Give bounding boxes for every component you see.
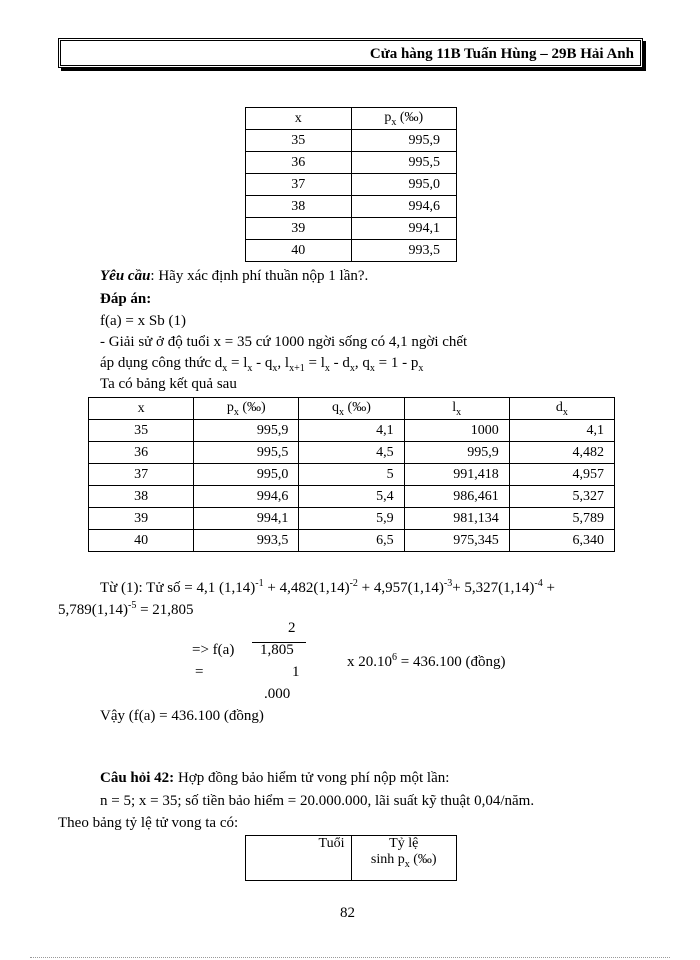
header-cell-px: $p_x$ (‰) xyxy=(351,108,457,130)
cell: 4,482 xyxy=(509,442,614,464)
cell: 5 xyxy=(299,464,404,486)
cell: 35 xyxy=(246,130,352,152)
requirement-label: Yêu cầu xyxy=(100,268,151,284)
assumption-line: - Giải sử ở độ tuổi x = 35 cứ 1000 ngời sống có 4,1 ngời chết xyxy=(100,334,468,350)
table-row xyxy=(89,508,615,530)
cell: 995,9 xyxy=(404,442,509,464)
numerator-line-2: $5,789(1,14)^{-5} = 21,805$ xyxy=(58,600,194,618)
results-table xyxy=(88,397,615,552)
cell: 4,1 xyxy=(299,420,404,442)
answer-label: Đáp án: xyxy=(100,291,152,307)
cell: 995,9 xyxy=(351,130,457,152)
header-cell-x: x xyxy=(89,398,194,420)
header-cell-lx: $l_x$ xyxy=(404,398,509,420)
cell: 35 xyxy=(89,420,194,442)
cell: 995,0 xyxy=(194,464,299,486)
age-label: Tuổi xyxy=(318,836,345,851)
cell: 40 xyxy=(246,240,352,262)
apply-formula-line: áp dụng công thức $d_x = l_x - q_x$, $l_{x+1} = l_x - d_x$, $q_x = 1 - p_x$ xyxy=(100,355,424,374)
cell: 39 xyxy=(89,508,194,530)
cell: 995,0 xyxy=(351,174,457,196)
cell: 40 xyxy=(89,530,194,552)
fraction-label: => f(a) xyxy=(192,642,235,658)
header-cell-px: $p_x$ (‰) xyxy=(194,398,299,420)
cell: 37 xyxy=(246,174,352,196)
cell: 6,340 xyxy=(509,530,614,552)
cell: 4,957 xyxy=(509,464,614,486)
results-intro: Ta có bảng kết quả sau xyxy=(100,376,237,392)
cell: 994,1 xyxy=(351,218,457,240)
requirement-line xyxy=(100,268,368,285)
header-cell-age xyxy=(246,836,352,881)
table-row xyxy=(246,196,457,218)
table-row xyxy=(89,464,615,486)
table-row xyxy=(246,174,457,196)
cell: 4,5 xyxy=(299,442,404,464)
cell: 993,5 xyxy=(351,240,457,262)
cell: 38 xyxy=(89,486,194,508)
mortality-table-header xyxy=(245,835,457,881)
fraction-bottom: .000 xyxy=(264,686,291,702)
question-line xyxy=(100,770,449,787)
survival-table-small xyxy=(245,107,457,262)
table-row xyxy=(246,218,457,240)
cell: 4,1 xyxy=(509,420,614,442)
cell: 993,5 xyxy=(194,530,299,552)
header-cell-dx: $d_x$ xyxy=(509,398,614,420)
cell: 995,9 xyxy=(194,420,299,442)
cell: 5,789 xyxy=(509,508,614,530)
fraction-numerator: 2 xyxy=(288,620,296,636)
fraction-equals: = xyxy=(195,664,204,680)
table-row xyxy=(246,130,457,152)
cell: 5,327 xyxy=(509,486,614,508)
table-header-row xyxy=(246,836,457,881)
cell: 1000 xyxy=(404,420,509,442)
cell: 975,345 xyxy=(404,530,509,552)
conclusion: Vậy (f(a) = 436.100 (đồng) xyxy=(100,708,264,724)
cell: 981,134 xyxy=(404,508,509,530)
table-intro: Theo bảng tỷ lệ tử vong ta có: xyxy=(58,815,239,831)
header-cell-qx: $q_x$ (‰) xyxy=(299,398,404,420)
header-title: Cửa hàng 11B Tuấn Hùng – 29B Hải Anh xyxy=(369,46,634,62)
table-header-row xyxy=(246,108,457,130)
page-number: 82 xyxy=(340,905,355,921)
numerator-line-1: Từ (1): Tử số = 4,1 $(1,14)^{-1} + 4,482(1,14)^{-2} + 4,957(1,14)^{-3}+ 5,327(1,14)^{-4}$ + xyxy=(100,578,555,596)
requirement-text: : Hãy xác định phí thuần nộp 1 lần?. xyxy=(150,268,369,284)
table-row xyxy=(89,420,615,442)
cell: 6,5 xyxy=(299,530,404,552)
table-row xyxy=(89,530,615,552)
table-row xyxy=(246,240,457,262)
question-text: Hợp đồng bảo hiểm tử vong phí nộp một lần: xyxy=(174,770,450,786)
cell: 37 xyxy=(89,464,194,486)
cell: 995,5 xyxy=(351,152,457,174)
cell: 5,9 xyxy=(299,508,404,530)
fraction-times: x $20.10^6 = 436.100$ (đồng) xyxy=(347,652,506,670)
table-header-row xyxy=(89,398,615,420)
cell: 36 xyxy=(89,442,194,464)
rate-sublabel: $\sinh p_x$ (‰) xyxy=(370,852,437,870)
fraction-middle: 1,805 xyxy=(260,642,294,658)
cell: 994,6 xyxy=(194,486,299,508)
question-params: n = 5; x = 35; số tiền bảo hiểm = 20.000.000, lãi suất kỹ thuật 0,04/năm. xyxy=(100,793,535,809)
cell: 36 xyxy=(246,152,352,174)
cell: 38 xyxy=(246,196,352,218)
footer-divider xyxy=(30,957,670,958)
question-label: Câu hỏi 42: xyxy=(100,770,175,786)
page-header xyxy=(58,38,643,68)
cell: 994,6 xyxy=(351,196,457,218)
header-cell-rate xyxy=(351,836,457,881)
cell: 986,461 xyxy=(404,486,509,508)
table-row xyxy=(246,152,457,174)
header-cell-x: x xyxy=(246,108,352,130)
formula-line: f(a) = x Sb (1) xyxy=(100,313,186,329)
cell: 991,418 xyxy=(404,464,509,486)
cell: 39 xyxy=(246,218,352,240)
cell: 5,4 xyxy=(299,486,404,508)
cell: 994,1 xyxy=(194,508,299,530)
cell: 995,5 xyxy=(194,442,299,464)
table-row xyxy=(89,442,615,464)
table-row xyxy=(89,486,615,508)
rate-label: Tỷ lệ xyxy=(389,836,419,851)
fraction-one: 1 xyxy=(292,664,300,680)
